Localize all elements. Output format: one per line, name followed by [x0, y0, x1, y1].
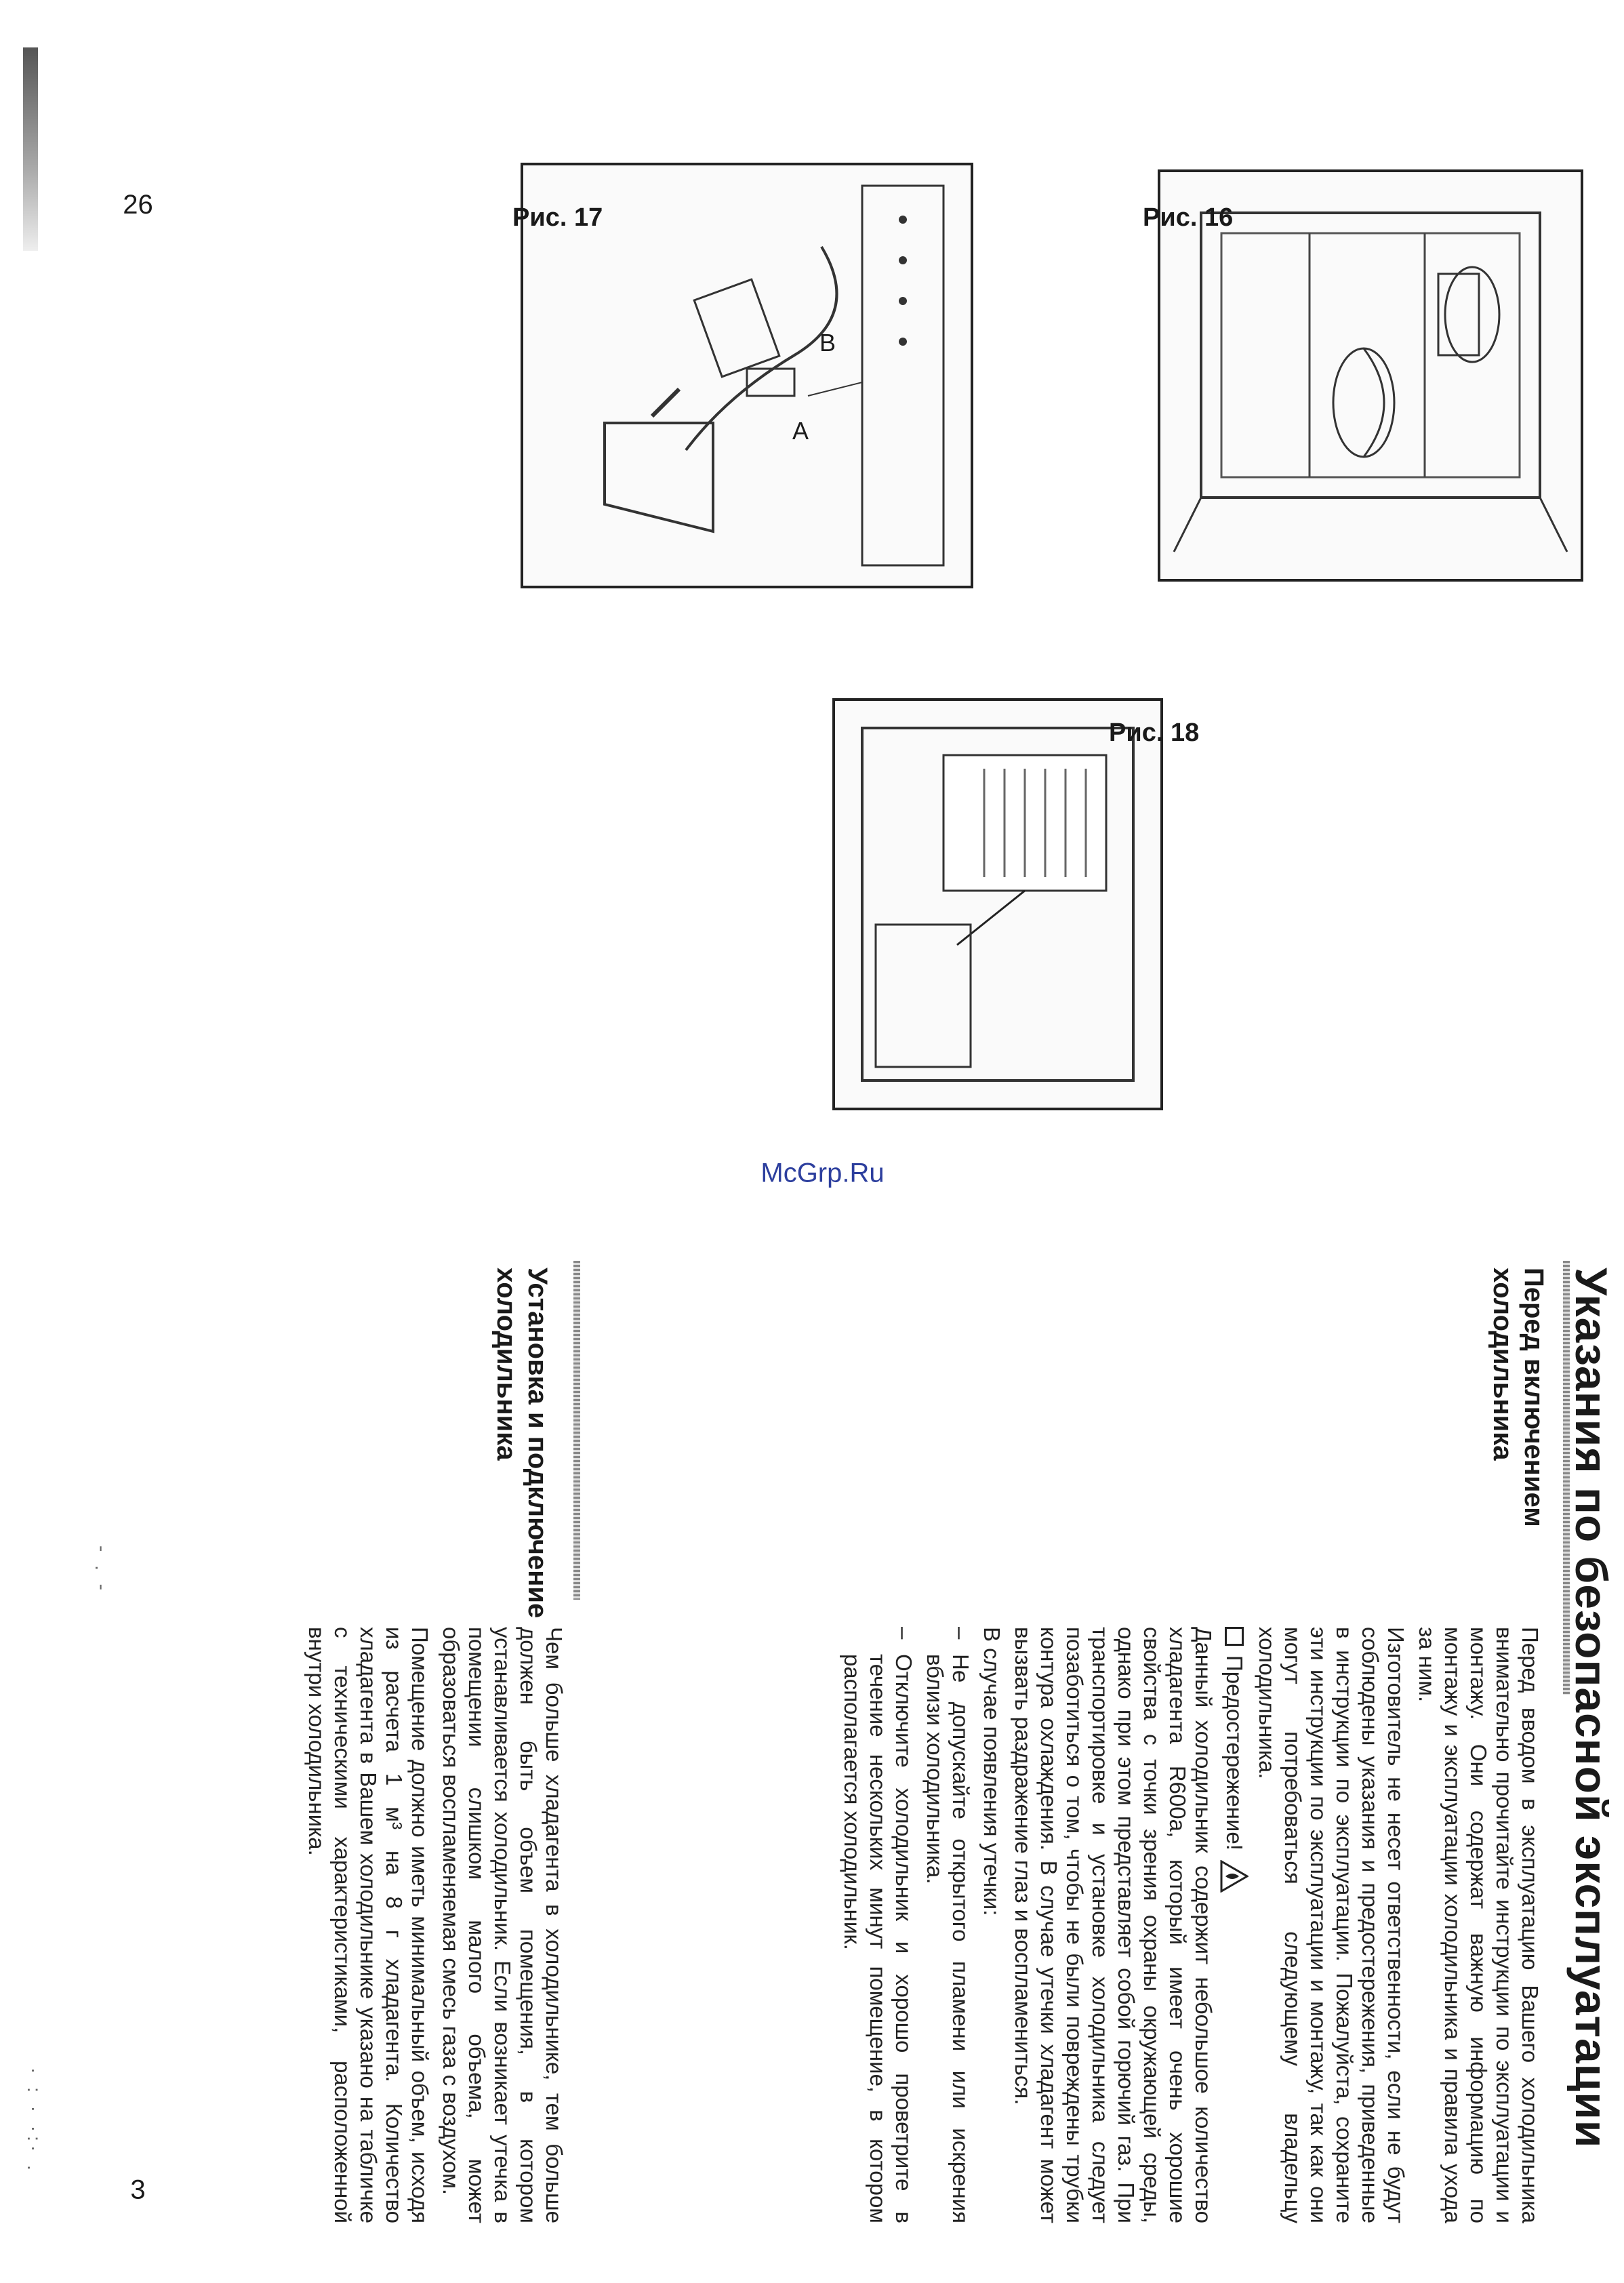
- watermark: McGrp.Ru: [760, 1158, 885, 1188]
- figure-16-label: Рис. 16: [1143, 203, 1234, 232]
- figure-17-label: Рис. 17: [512, 203, 603, 232]
- body-column-section2: [298, 1627, 567, 2223]
- leak-item-1: [922, 1627, 973, 2223]
- figure-18: [832, 698, 1163, 1110]
- install-paragraph-1: Чем больше хладагента в холодильнике, тем больше должен быть объем помещения, в котором устанавливается холодильник. Если возникает утечка в помещении слишком малого объема, может образоваться воспламеняемая смесь газа с воздухом.: [439, 1627, 567, 2223]
- dash-bullet: –: [948, 1627, 973, 1640]
- section1-heading: Перед включением холодильника: [1488, 1268, 1549, 1527]
- figure-18-label: Рис. 18: [1109, 719, 1200, 747]
- checkbox-icon: [1225, 1627, 1244, 1646]
- scan-edge-bar: [23, 47, 38, 251]
- figure-16-drawing: [1160, 172, 1581, 579]
- leak-item-2-text: Отключите холодильник и хорошо проветрите в течение нескольких минут помещение, в котором располагается холодильник.: [840, 1654, 916, 2223]
- left-page-number: 26: [123, 189, 153, 220]
- dash-bullet: –: [891, 1627, 916, 1640]
- figure-17-callout-a: A: [792, 417, 809, 445]
- figure-17-callout-b: B: [819, 329, 836, 357]
- install-paragraph-2: Помещение должно иметь минимальный объем, исходя из расчета 1 м³ на 8 г хладагента. Количество хладагента в Вашем холодильнике указано на табличке с техническими характеристиками, расположенной внутри холодильника.: [304, 1627, 432, 2223]
- leak-heading: В случае появления утечки:: [979, 1627, 1004, 1916]
- body-column-section1: [834, 1627, 1543, 2223]
- section2-heading: Установка и подключение холодильника: [491, 1268, 552, 1619]
- scan-noise: · : · ·:· .: [24, 2067, 45, 2175]
- liability-paragraph: Изготовитель не несет ответственности, если не будут соблюдены указания и предостережения, приведенные в инструкции по эксплуатации. Пожалуйста, сохраните эти инструкции по эксплуатации и монтажу, так как они могут потребоваться следующему владельцу холодильника.: [1255, 1627, 1408, 2223]
- figure-18-drawing: [835, 701, 1160, 1108]
- leak-item-1-text: Не допускайте открытого пламени или искрения вблизи холодильника.: [922, 1654, 973, 2223]
- warning-paragraph: Данный холодильник содержит небольшое количество хладагента R600a, который имеет очень хорошие свойства с точки зрения охраны окружающей среды, однако при этом представляет собой горючий газ. При транспортировке и установке холодильника следует позаботиться о том, чтобы не были повреждены трубки контура охлаждения. В случае утечки хладагент может вызвать раздражение глаз и воспламениться.: [1011, 1627, 1216, 2223]
- warning-label: Предостережение!: [1222, 1655, 1247, 1851]
- article-title: Указания по безопасной эксплуатации: [1566, 1268, 1617, 2149]
- right-page-number: 3: [130, 2175, 146, 2205]
- section-rule: [573, 1261, 580, 1600]
- flammable-warning-icon: [1220, 1860, 1249, 1893]
- intro-paragraph: Перед вводом в эксплуатацию Вашего холодильника внимательно прочитайте инструкции по эксплуатации и монтажу. Они содержат важную информацию по монтажу и эксплуатации холодильника и правила ухода за ним.: [1415, 1627, 1543, 2223]
- scan-noise: - . -: [92, 1545, 113, 1594]
- leak-item-2: [839, 1627, 916, 2223]
- warning-header: [1220, 1627, 1249, 2223]
